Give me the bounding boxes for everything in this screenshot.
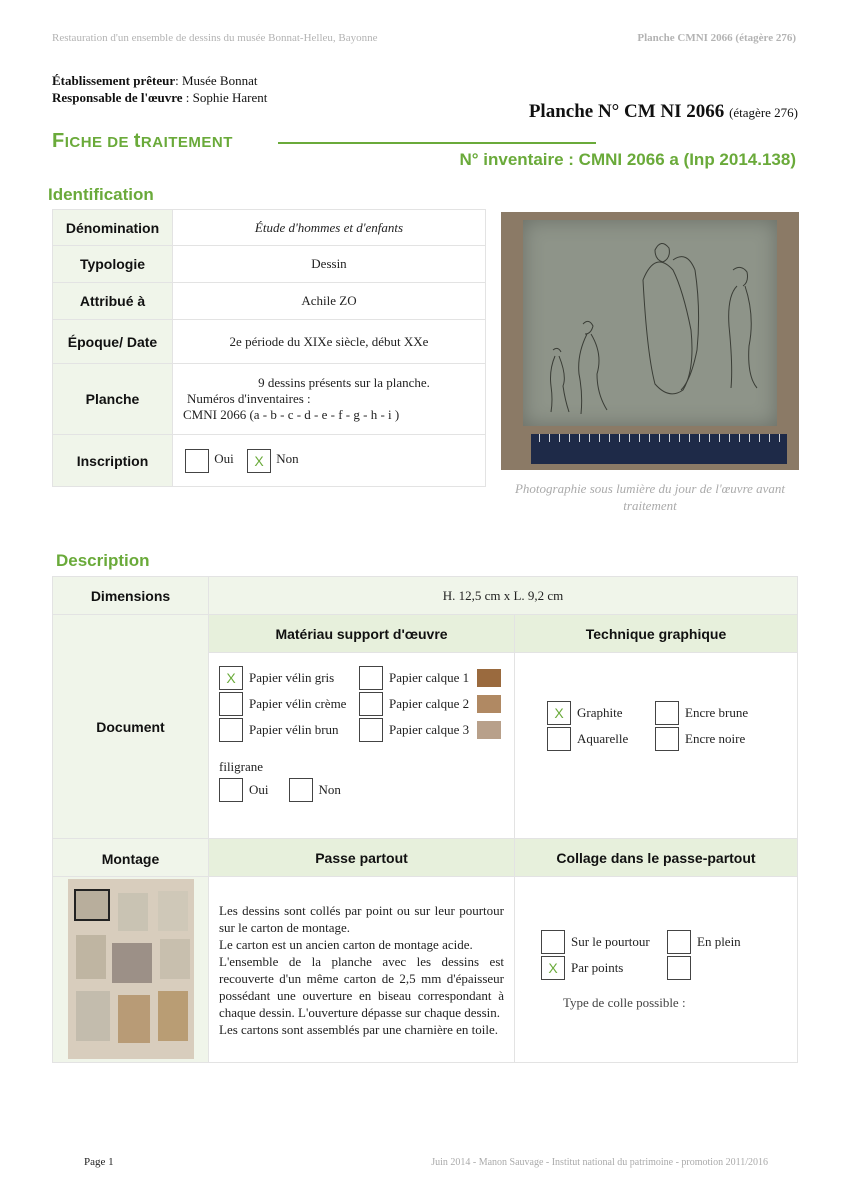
technique-option xyxy=(547,726,655,752)
table-row xyxy=(53,615,798,653)
inscription-non-checkbox[interactable]: X xyxy=(247,449,271,473)
technique-left-column xyxy=(547,700,655,752)
typologie-value: Dessin xyxy=(173,246,486,283)
table-row xyxy=(53,283,486,320)
paper-option xyxy=(219,717,359,743)
header-right: Planche CMNI 2066 (étagère 276) xyxy=(637,32,796,44)
typologie-label: Typologie xyxy=(53,246,173,283)
filigrane-non-label: Non xyxy=(318,782,341,797)
section-description: Description xyxy=(56,551,150,570)
paper-option xyxy=(359,717,501,743)
technique-options xyxy=(547,700,797,752)
fiche-letter-t: t xyxy=(133,130,141,152)
planche-etagere: (étagère 276) xyxy=(729,105,798,120)
montage-label xyxy=(53,839,209,877)
passe-text xyxy=(209,877,515,1063)
table-row xyxy=(53,435,486,487)
paper-checkbox[interactable] xyxy=(219,692,243,716)
inscription-oui-label: Oui xyxy=(214,451,234,467)
dimensions-label: Dimensions xyxy=(53,577,209,615)
drawing-thumb xyxy=(76,935,106,979)
passe-paragraph: Le carton est un ancien carton de montage acide. xyxy=(219,936,473,952)
technique-checkbox[interactable]: X xyxy=(547,701,571,725)
drawing-thumb xyxy=(76,991,110,1041)
planche-line2: Numéros d'inventaires : xyxy=(187,391,311,406)
responsable-label: Responsable de l'œuvre xyxy=(52,90,183,105)
photo-caption: Photographie sous lumière du jour de l'œuvre avant traitement xyxy=(514,481,786,513)
passe-header: Passe partout xyxy=(209,839,515,877)
technique-checkbox[interactable] xyxy=(655,701,679,725)
color-swatch xyxy=(477,721,501,739)
collage-label: Sur le pourtour xyxy=(571,933,650,949)
paper-checkbox[interactable] xyxy=(359,692,383,716)
collage-header: Collage dans le passe-partout xyxy=(515,839,798,877)
inscription-non-label: Non xyxy=(276,451,299,467)
attribue-label: Attribué à xyxy=(53,283,173,320)
drawing-thumb xyxy=(118,893,148,931)
collage-checkbox[interactable]: X xyxy=(541,956,565,980)
paper-checkbox[interactable] xyxy=(219,718,243,742)
paper-options xyxy=(219,665,514,743)
identification-table xyxy=(52,209,486,487)
passe-paragraph: L'ensemble de la planche avec les dessins est recouverte d'un même carton de 2,5 mm d'épaisseur possédant une ouverture en biseau correspondant à chaque dessin. L'ouverture dépasse sur chaque dessin. xyxy=(219,953,504,1020)
header-left: Restauration d'un ensemble de dessins du musée Bonnat-Helleu, Bayonne xyxy=(52,32,378,44)
paper-option xyxy=(219,691,359,717)
fiche-title xyxy=(52,130,233,153)
filigrane-oui-checkbox[interactable] xyxy=(219,778,243,802)
drawing-thumb xyxy=(112,943,152,983)
technique-option xyxy=(547,700,655,726)
denomination-label: Dénomination xyxy=(53,210,173,246)
collage-right-column xyxy=(667,929,741,981)
measurement-ruler xyxy=(531,434,787,464)
paper-option xyxy=(359,691,501,717)
inscription-label: Inscription xyxy=(53,435,173,487)
responsable-value: : Sophie Harent xyxy=(182,90,268,105)
planche-title xyxy=(529,101,798,123)
fiche-word1: ICHE DE xyxy=(64,134,134,151)
collage-checkbox[interactable] xyxy=(667,956,691,980)
denomination-value: Étude d'hommes et d'enfants xyxy=(173,210,486,246)
planche-label: Planche xyxy=(53,364,173,435)
filigrane-non-checkbox[interactable] xyxy=(289,778,313,802)
drawing-thumb xyxy=(158,891,188,931)
collage-cell xyxy=(515,877,798,1063)
lender-block xyxy=(52,72,267,106)
montage-label-text: Montage xyxy=(101,851,160,867)
planche-value xyxy=(173,364,486,435)
collage-option xyxy=(667,955,741,981)
table-row xyxy=(53,320,486,364)
paper-right-column xyxy=(359,665,501,743)
drawing-thumb xyxy=(160,939,190,979)
collage-options xyxy=(541,929,797,981)
passe-paragraph: Les cartons sont assemblés par une charnière en toile. xyxy=(219,1021,499,1037)
table-row xyxy=(53,364,486,435)
inventaire-number: N° inventaire : CMNI 2066 a (Inp 2014.138) xyxy=(459,150,796,169)
planche-line1: 9 dessins présents sur la planche. xyxy=(258,375,430,390)
artwork-photo xyxy=(501,212,799,470)
inscription-value xyxy=(173,435,486,487)
drawing-thumb xyxy=(74,889,110,921)
filigrane-oui-label: Oui xyxy=(249,782,269,797)
filigrane-options xyxy=(219,777,514,803)
collage-label: En plein xyxy=(697,933,741,949)
table-row xyxy=(53,877,798,1063)
planche-main: Planche N° CM NI 2066 xyxy=(528,101,725,122)
technique-checkbox[interactable] xyxy=(655,727,679,751)
technique-label: Aquarelle xyxy=(577,730,629,746)
planche-line3: CMNI 2066 (a - b - c - d - e - f - g - h - i ) xyxy=(183,407,400,422)
collage-option xyxy=(541,929,667,955)
footer-right: Juin 2014 - Manon Sauvage - Institut national du patrimoine - promotion 2011/2016 xyxy=(431,1157,768,1168)
collage-option xyxy=(541,955,667,981)
paper-label: Papier calque 3 xyxy=(389,722,470,737)
technique-label: Graphite xyxy=(577,704,623,720)
sketch-figures xyxy=(523,220,777,426)
paper-checkbox[interactable] xyxy=(359,718,383,742)
collage-label: Par points xyxy=(571,959,624,975)
technique-right-column xyxy=(655,700,748,752)
technique-header: Technique graphique xyxy=(515,615,798,653)
inscription-oui-checkbox[interactable] xyxy=(185,449,209,473)
paper-checkbox[interactable]: X xyxy=(219,666,243,690)
materiau-cell xyxy=(209,653,515,839)
document-label: Document xyxy=(53,615,209,839)
table-row xyxy=(53,246,486,283)
color-swatch xyxy=(477,695,501,713)
paper-label: Papier vélin gris xyxy=(249,670,335,685)
fiche-word2: RAITEMENT xyxy=(140,134,233,151)
footer-page: Page 1 xyxy=(84,1156,114,1168)
technique-label: Encre brune xyxy=(685,704,749,720)
technique-option xyxy=(655,726,748,752)
fiche-letter-f: F xyxy=(52,130,65,152)
attribue-value: Achile ZO xyxy=(173,283,486,320)
lender-value: : Musée Bonnat xyxy=(175,73,258,88)
collage-checkbox[interactable] xyxy=(541,930,565,954)
materiau-header: Matériau support d'œuvre xyxy=(209,615,515,653)
technique-label: Encre noire xyxy=(685,730,746,746)
lender-label: Établissement prêteur xyxy=(52,73,176,88)
epoque-label: Époque/ Date xyxy=(53,320,173,364)
collage-left-column xyxy=(541,929,667,981)
section-identification: Identification xyxy=(48,185,154,204)
fiche-rule xyxy=(278,142,596,144)
paper-label: Papier vélin brun xyxy=(249,722,339,737)
passe-paragraph: Les dessins sont collés par point ou sur leur pourtour sur le carton de montage. xyxy=(219,902,504,935)
description-table xyxy=(52,576,798,1063)
paper-option xyxy=(359,665,501,691)
paper-label: Papier calque 1 xyxy=(389,670,470,685)
paper-label: Papier vélin crème xyxy=(249,696,347,711)
paper-left-column xyxy=(219,665,359,743)
dimensions-value: H. 12,5 cm x L. 9,2 cm xyxy=(209,577,798,615)
drawing-thumb xyxy=(158,991,188,1041)
epoque-value: 2e période du XIXe siècle, début XXe xyxy=(173,320,486,364)
montage-image-cell xyxy=(53,877,209,1063)
technique-cell xyxy=(515,653,798,839)
table-row xyxy=(53,210,486,246)
collage-checkbox[interactable] xyxy=(667,930,691,954)
artwork-paper xyxy=(523,220,777,426)
technique-checkbox[interactable] xyxy=(547,727,571,751)
table-row xyxy=(53,577,798,615)
montage-photo xyxy=(68,879,194,1059)
paper-label: Papier calque 2 xyxy=(389,696,470,711)
table-row xyxy=(53,839,798,877)
filigrane-label: filigrane xyxy=(219,759,264,774)
paper-option xyxy=(219,665,359,691)
paper-checkbox[interactable] xyxy=(359,666,383,690)
technique-option xyxy=(655,700,748,726)
color-swatch xyxy=(477,669,501,687)
colle-label: Type de colle possible : xyxy=(563,994,686,1010)
drawing-thumb xyxy=(118,995,150,1043)
collage-option xyxy=(667,929,741,955)
